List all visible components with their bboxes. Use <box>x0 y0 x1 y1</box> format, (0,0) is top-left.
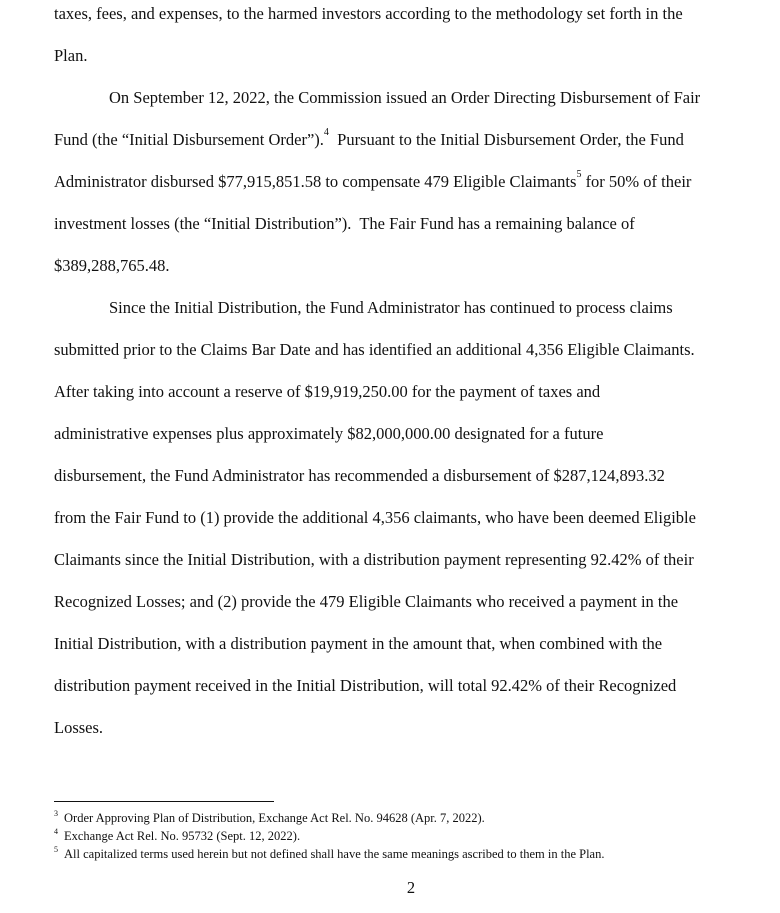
footnote-separator <box>54 801 274 802</box>
footnote-5: $^5$ All capitalized terms used herein but not defined shall have the same meanings ascribed to them in the Plan. <box>54 845 605 861</box>
body-line-15: Recognized Losses; and (2) provide the 479 Eligible Claimants who received a payment in the <box>54 592 679 611</box>
body-line-1: taxes, fees, and expenses, to the harmed investors according to the methodology set forth in the <box>54 4 683 23</box>
body-line-18: Losses. <box>54 718 104 737</box>
body-line-6: investment losses (the “Initial Distribution”). The Fair Fund has a remaining balance of <box>54 214 635 233</box>
body-line-11: administrative expenses plus approximately $82,000,000.00 designated for a future <box>54 424 604 443</box>
body-line-14: Claimants since the Initial Distribution, with a distribution payment representing 92.42% of their <box>54 550 694 569</box>
footnote-number: 4 <box>54 827 58 836</box>
body-line-10: After taking into account a reserve of $19,919,250.00 for the payment of taxes and <box>54 382 601 401</box>
body-line-8: Since the Initial Distribution, the Fund Administrator has continued to process claims <box>109 298 673 317</box>
footnote-3: $^3$ Order Approving Plan of Distribution, Exchange Act Rel. No. 94628 (Apr. 7, 2022). <box>54 809 485 825</box>
footnote-number: 3 <box>54 809 58 818</box>
footnote-4: $^4$ Exchange Act Rel. No. 95732 (Sept. 12, 2022). <box>54 827 301 843</box>
footnote-ref-5: 5 <box>576 169 582 180</box>
body-line-5: Administrator disbursed $77,915,851.58 to compensate 479 Eligible Claimants$^5$ for 50% of their <box>54 169 692 191</box>
body-line-3: On September 12, 2022, the Commission issued an Order Directing Disbursement of Fair <box>109 88 701 107</box>
body-line-4: Fund (the “Initial Disbursement Order”).$^4$ Pursuant to the Initial Disbursement Order, the Fund <box>54 127 684 149</box>
body-line-7: $389,288,765.48. <box>54 256 170 275</box>
body-line-2: Plan. <box>54 46 88 65</box>
page-number: 2 <box>406 878 416 897</box>
body-line-17: distribution payment received in the Initial Distribution, will total 92.42% of their Recognized <box>54 676 677 695</box>
body-line-16: Initial Distribution, with a distribution payment in the amount that, when combined with the <box>54 634 663 653</box>
footnote-number: 5 <box>54 845 58 854</box>
body-line-13: from the Fair Fund to (1) provide the additional 4,356 claimants, who have been deemed Eligible <box>54 508 696 527</box>
footnote-ref-4: 4 <box>323 127 329 138</box>
body-line-12: disbursement, the Fund Administrator has recommended a disbursement of $287,124,893.32 <box>54 466 665 485</box>
body-line-9: submitted prior to the Claims Bar Date and has identified an additional 4,356 Eligible Claimants. <box>54 340 695 359</box>
